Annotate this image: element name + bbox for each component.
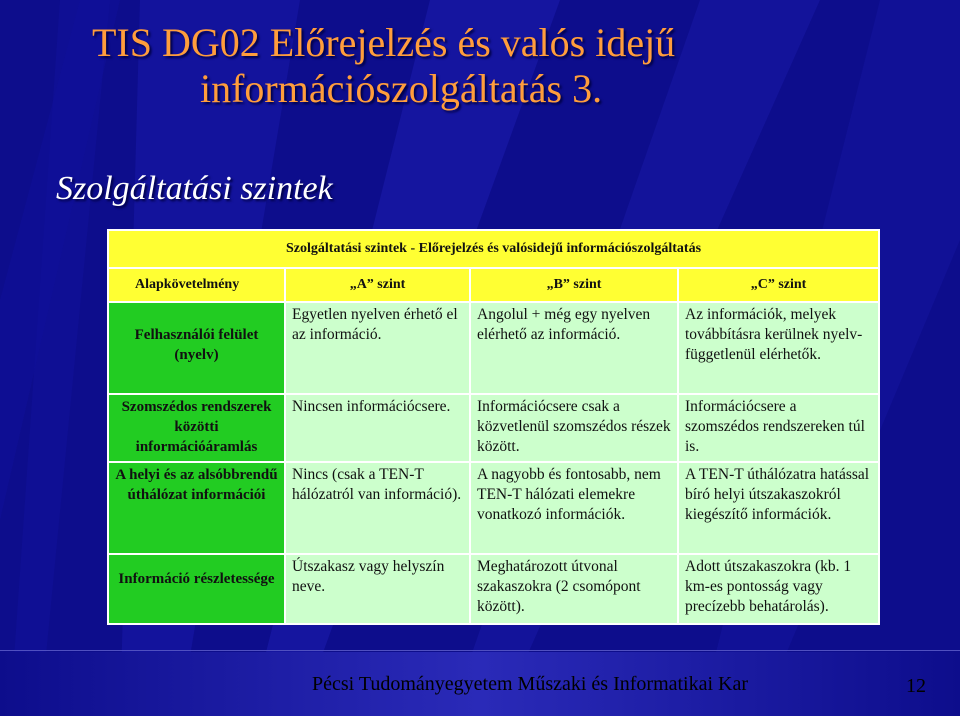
header-level-b: „B” szint: [470, 268, 678, 302]
row-level-c: Adott útszakaszokra (kb. 1 km-es pontosság vagy precízebb behatárolás).: [678, 554, 879, 624]
row-level-c: Információcsere a szomszédos rendszereken túl is.: [678, 394, 879, 462]
page-number: 12: [906, 675, 926, 697]
row-level-a: Nincsen információcsere.: [285, 394, 470, 462]
row-level-b: Meghatározott útvonal szakaszokra (2 csomópont között).: [470, 554, 678, 624]
row-level-a: Nincs (csak a TEN-T hálózatról van információ).: [285, 462, 470, 554]
table-row: [108, 462, 879, 554]
footer-institution: Pécsi Tudományegyetem Műszaki és Informatikai Kar: [312, 673, 749, 695]
row-level-b: A nagyobb és fontosabb, nem TEN-T hálózati elemekre vonatkozó információk.: [470, 462, 678, 554]
title-line-2: információszolgáltatás 3.: [200, 66, 603, 111]
title-line-1: TIS DG02 Előrejelzés és valós idejű: [92, 20, 676, 65]
slide-subtitle: Szolgáltatási szintek: [56, 170, 333, 207]
row-level-c: Az információk, melyek továbbításra kerülnek nyelv-függetlenül elérhetők.: [678, 302, 879, 394]
footer-divider: [0, 650, 960, 651]
service-levels-table: [107, 229, 878, 623]
header-level-a: „A” szint: [285, 268, 470, 302]
row-level-b: Információcsere csak a közvetlenül szomszédos részek között.: [470, 394, 678, 462]
row-level-a: Útszakasz vagy helyszín neve.: [285, 554, 470, 624]
table-row: [108, 394, 879, 462]
row-requirement: A helyi és az alsóbbrendű úthálózat információi: [108, 462, 285, 554]
table-row: [108, 302, 879, 394]
row-level-b: Angolul + még egy nyelven elérhető az információ.: [470, 302, 678, 394]
row-requirement: Szomszédos rendszerek közötti információáramlás: [108, 394, 285, 462]
row-level-a: Egyetlen nyelven érhető el az információ.: [285, 302, 470, 394]
header-requirement: Alapkövetelmény: [108, 268, 285, 302]
table-row: [108, 554, 879, 624]
table-caption: Szolgáltatási szintek - Előrejelzés és valósidejű információszolgáltatás: [108, 230, 879, 268]
row-requirement: Felhasználói felület (nyelv): [108, 302, 285, 394]
header-level-c: „C” szint: [678, 268, 879, 302]
row-level-c: A TEN-T úthálózatra hatással bíró helyi útszakaszokról kiegészítő információk.: [678, 462, 879, 554]
row-requirement: Információ részletessége: [108, 554, 285, 624]
slide-title: [92, 20, 952, 112]
